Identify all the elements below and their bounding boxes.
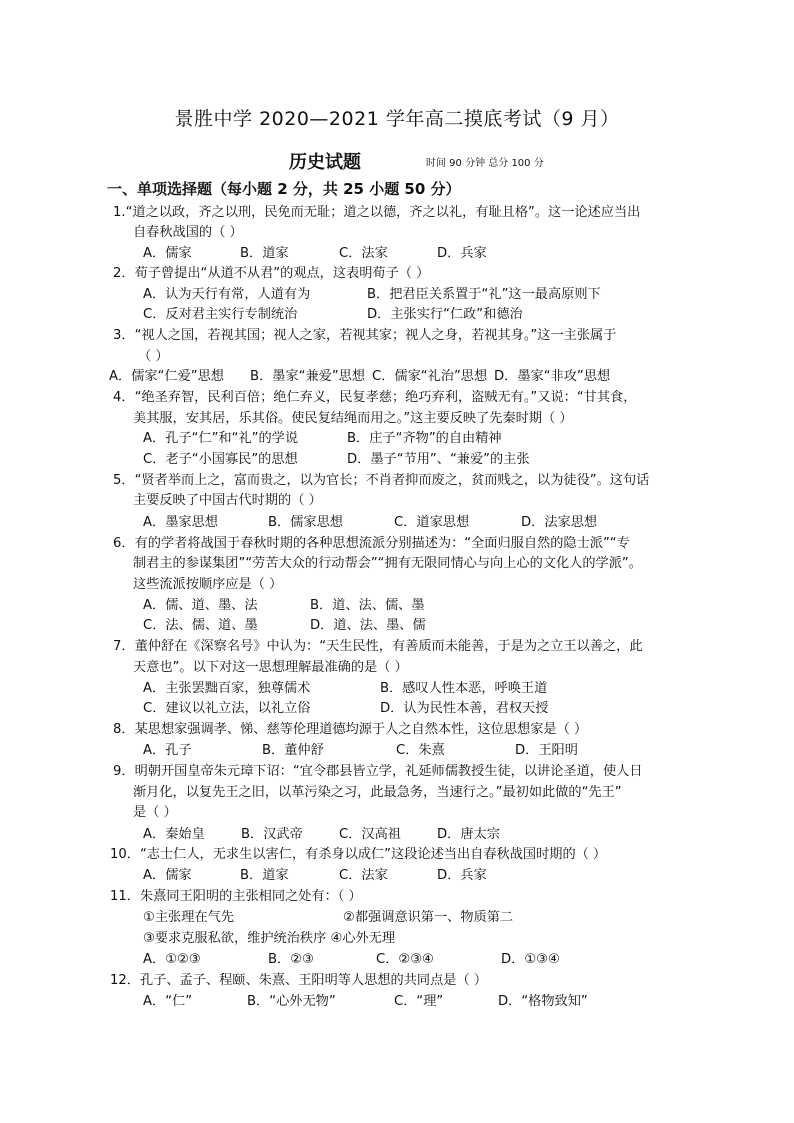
question-9-option-c: C．汉高祖 — [339, 827, 401, 842]
question-9-line-2: 渐月化，以复先王之旧，以革污染之习，此最急务，当速行之。”最初如此做的“先王” — [133, 785, 622, 800]
question-6-option-d: D．道、法、墨、儒 — [310, 618, 426, 633]
question-10-option-b: B．道家 — [240, 868, 289, 883]
question-12-option-d: D．“格物致知” — [498, 994, 588, 1009]
question-5-line-2: 主要反映了中国古代时期的（ ） — [133, 493, 322, 508]
exam-meta: 时间 90 分钟 总分 100 分 — [426, 158, 544, 169]
question-11-item-3-4: ③要求克服私欲，维护统治秩序 ④心外无理 — [143, 931, 396, 946]
question-6-line-2: 制君主的参谋集团”“劳苦大众的行动帮会”“拥有无限同情心与向上心的文化人的学派”。 — [133, 556, 642, 571]
question-4-line-2: 美其服，安其居，乐其俗。使民复结绳而用之。”这主要反映了先秦时期（ ） — [133, 411, 573, 426]
question-12-option-b: B．“心外无物” — [247, 994, 336, 1009]
question-9-line-3: 是（ ） — [133, 805, 177, 820]
question-1-option-b: B．道家 — [240, 246, 289, 261]
question-12-option-a: A．“仁” — [143, 994, 193, 1009]
question-1-line-2: 自春秋战国的（ ） — [133, 225, 243, 240]
question-7-option-a: A．主张罢黜百家，独尊儒术 — [143, 681, 311, 696]
question-3-option-b: B．墨家“兼爱”思想 — [250, 369, 366, 384]
question-7-line-2: 天意也”。以下对这一思想理解最准确的是（ ） — [133, 660, 408, 675]
question-8-line-1: 8．某思想家强调孝、悌、慈等伦理道德均源于人之自然本性，这位思想家是（ ） — [113, 722, 588, 737]
question-3-option-c: C．儒家“礼治”思想 — [372, 369, 488, 384]
question-9-option-d: D．唐太宗 — [437, 827, 500, 842]
question-6-line-1: 6．有的学者将战国于春秋时期的各种思想流派分别描述为：“全面归服自然的隐士派”“专 — [113, 536, 630, 551]
question-7-option-c: C．建议以礼立法，以礼立俗 — [143, 701, 311, 716]
question-10-line-1: 10．“志士仁人，无求生以害仁，有杀身以成仁”这段论述当出自春秋战国时期的（ ） — [110, 847, 607, 862]
question-8-option-b: B．董仲舒 — [262, 743, 324, 758]
question-4-option-c: C．老子“小国寡民”的思想 — [143, 452, 298, 467]
question-11-option-c: C．②③④ — [376, 952, 434, 967]
question-3-option-a: A．儒家“仁爱”思想 — [109, 369, 224, 384]
question-11-line-1: 11．朱熹同王阳明的主张相同之处有：（ ） — [110, 889, 362, 904]
question-11-option-d: D．①③④ — [501, 952, 560, 967]
question-1-option-d: D．兵家 — [437, 246, 487, 261]
question-7-line-1: 7．董仲舒在《深察名号》中认为：“天生民性，有善质而未能善，于是为之立王以善之，此 — [113, 639, 643, 654]
subject-title: 历史试题 — [289, 152, 361, 173]
question-8-option-d: D．王阳明 — [515, 743, 578, 758]
question-6-option-a: A．儒、道、墨、法 — [143, 598, 258, 613]
question-10-option-a: A．儒家 — [143, 868, 192, 883]
question-5-line-1: 5．“贤者举而上之，富而贵之，以为官长；不肖者抑而废之，贫而贱之，以为徒役”。这句话 — [113, 473, 650, 488]
question-2-option-a: A．认为天行有常，人道有为 — [143, 287, 311, 302]
question-11-option-b: B．②③ — [268, 952, 314, 967]
question-11-item-1: ①主张理在气先 — [143, 910, 234, 925]
question-5-option-c: C．道家思想 — [394, 515, 470, 530]
question-4-option-b: B．庄子“齐物”的自由精神 — [347, 431, 502, 446]
question-2-line-1: 2．荀子曾提出“从道不从君”的观点，这表明荀子（ ） — [113, 266, 430, 281]
question-7-option-b: B．感叹人性本恶，呼唤王道 — [380, 681, 548, 696]
question-9-option-b: B．汉武帝 — [241, 827, 303, 842]
question-6-option-c: C．法、儒、道、墨 — [143, 618, 258, 633]
question-8-option-a: A．孔子 — [143, 743, 192, 758]
question-9-option-a: A．秦始皇 — [143, 827, 205, 842]
question-4-line-1: 4．“绝圣弃智，民利百倍；绝仁弃义，民复孝慈；绝巧弃利，盗贼无有。”又说：“甘其食， — [113, 390, 637, 405]
question-5-option-d: D．法家思想 — [521, 515, 598, 530]
question-12-option-c: C．“理” — [394, 994, 444, 1009]
question-3-option-d: D．墨家“非攻”思想 — [494, 369, 611, 384]
question-1-line-1: 1.“道之以政，齐之以刑，民免而无耻；道之以德，齐之以礼，有耻且格”。这一论述应当出 — [113, 205, 641, 220]
question-11-item-2: ②都强调意识第一、物质第二 — [343, 910, 514, 925]
question-10-option-d: D．兵家 — [437, 868, 487, 883]
question-12-line-1: 12．孔子、孟子、程颐、朱熹、王阳明等人思想的共同点是（ ） — [110, 973, 488, 988]
section-title: 一、单项选择题（每小题 2 分，共 25 小题 50 分） — [107, 180, 461, 198]
question-6-line-3: 这些流派按顺序应是（ ） — [133, 577, 283, 592]
question-5-option-b: B．儒家思想 — [268, 515, 343, 530]
question-3-line-1: 3．“视人之国，若视其国；视人之家，若视其家；视人之身，若视其身。”这一主张属于 — [113, 328, 617, 343]
question-10-option-c: C．法家 — [339, 868, 388, 883]
question-6-option-b: B．道、法、儒、墨 — [310, 598, 425, 613]
question-1-option-a: A．儒家 — [143, 246, 192, 261]
question-11-option-a: A．①②③ — [143, 952, 201, 967]
question-9-line-1: 9．明朝开国皇帝朱元璋下诏：“宜令郡县皆立学，礼延师儒教授生徒，以讲论圣道，使人日 — [113, 764, 643, 779]
question-4-option-d: D．墨子“节用”、“兼爱”的主张 — [347, 452, 530, 467]
question-2-option-d: D．主张实行“仁政”和德治 — [367, 307, 523, 322]
question-8-option-c: C．朱熹 — [396, 743, 445, 758]
question-4-option-a: A．孔子“仁”和“礼”的学说 — [143, 431, 299, 446]
question-5-option-a: A．墨家思想 — [143, 515, 218, 530]
question-2-option-c: C．反对君主实行专制统治 — [143, 307, 298, 322]
question-3-line-2: （ ） — [138, 349, 169, 364]
exam-title: 景胜中学 2020—2021 学年高二摸底考试（9 月） — [174, 108, 620, 130]
question-2-option-b: B．把君臣关系置于“礼”这一最高原则下 — [367, 287, 601, 302]
question-1-option-c: C．法家 — [339, 246, 388, 261]
question-7-option-d: D．认为民性本善，君权天授 — [380, 701, 549, 716]
